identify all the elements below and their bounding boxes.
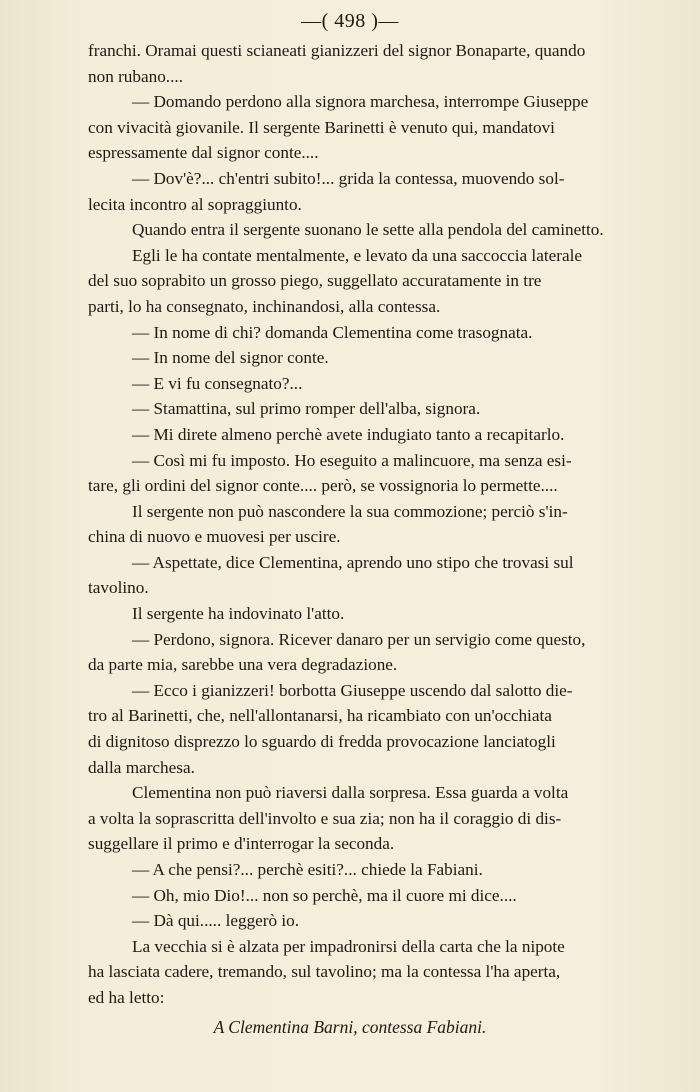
- text-line: — E vi fu consegnato?...: [132, 373, 303, 393]
- text-line: — Dà qui..... leggerò io.: [132, 911, 300, 931]
- text-line: ha lasciata cadere, tremando, sul tavolino; ma la contessa l'ha aperta,: [88, 962, 561, 982]
- text-line: — In nome del signor conte.: [132, 348, 329, 368]
- text-line: Quando entra il sergente suonano le sette alla pendola del caminetto.: [132, 220, 604, 240]
- letter-address: A Clementina Barni, contessa Fabiani.: [213, 1017, 487, 1037]
- text-line: da parte mia, sarebbe una vera degradazione.: [88, 655, 398, 675]
- text-line: — Domando perdono alla signora marchesa, interrompe Giuseppe: [132, 92, 589, 112]
- text-line: tavolino.: [88, 578, 149, 598]
- text-line: del suo soprabito un grosso piego, suggellato accuratamente in tre: [88, 271, 542, 291]
- text-line: — Ecco i gianizzeri! borbotta Giuseppe uscendo dal salotto die-: [132, 680, 573, 700]
- text-line: — Stamattina, sul primo romper dell'alba, signora.: [132, 399, 481, 419]
- text-line: — Oh, mio Dio!... non so perchè, ma il cuore mi dice....: [132, 885, 517, 905]
- text-line: tro al Barinetti, che, nell'allontanarsi, ha ricambiato con un'occhiata: [88, 706, 552, 726]
- text-line: — Dov'è?... ch'entri subito!... grida la contessa, muovendo sol-: [132, 168, 565, 188]
- text-line: Il sergente ha indovinato l'atto.: [132, 604, 345, 624]
- text-line: suggellare il primo e d'interrogar la seconda.: [88, 834, 395, 854]
- text-line: franchi. Oramai questi scianeati gianizzeri del signor Bonaparte, quando: [88, 41, 586, 60]
- text-line: — Aspettate, dice Clementina, aprendo uno stipo che trovasi sul: [132, 552, 574, 572]
- text-line: La vecchia si è alzata per impadronirsi della carta che la nipote: [132, 936, 565, 956]
- text-line: Clementina non può riaversi dalla sorpresa. Essa guarda a volta: [132, 783, 569, 803]
- text-line: a volta la soprascritta dell'involto e sua zia; non ha il coraggio di dis-: [88, 808, 562, 828]
- text-line: parti, lo ha consegnato, inchinandosi, alla contessa.: [88, 296, 441, 316]
- text-line: china di nuovo e muovesi per uscire.: [88, 527, 341, 547]
- text-line: tare, gli ordini del signor conte.... però, se vossignoria lo permette....: [88, 476, 558, 496]
- text-line: Il sergente non può nascondere la sua commozione; perciò s'in-: [132, 501, 568, 521]
- body-text: [88, 38, 680, 1011]
- text-line: dalla marchesa.: [88, 757, 195, 777]
- text-line: Egli le ha contate mentalmente, e levato da una saccoccia laterale: [132, 245, 582, 265]
- text-line: ed ha letto:: [88, 987, 165, 1007]
- text-line: espressamente dal signor conte....: [88, 143, 319, 163]
- page-number: —( 498 )—: [301, 10, 399, 32]
- text-line: con vivacità giovanile. Il sergente Barinetti è venuto qui, mandatovi: [88, 117, 555, 137]
- text-line: — Mi direte almeno perchè avete indugiato tanto a recapitarlo.: [132, 424, 565, 444]
- text-line: — A che pensi?... perchè esiti?... chiede la Fabiani.: [132, 860, 483, 879]
- text-line: — In nome di chi? domanda Clementina come trasognata.: [132, 322, 533, 342]
- text-line: lecita incontro al sopraggiunto.: [88, 194, 302, 214]
- text-line: — Così mi fu imposto. Ho eseguito a malincuore, ma senza esi-: [132, 450, 572, 470]
- text-line: di dignitoso disprezzo lo sguardo di fredda provocazione lanciatogli: [88, 732, 556, 752]
- text-line: non rubano....: [88, 66, 183, 86]
- text-line: — Perdono, signora. Ricever danaro per un servigio come questo,: [132, 629, 586, 649]
